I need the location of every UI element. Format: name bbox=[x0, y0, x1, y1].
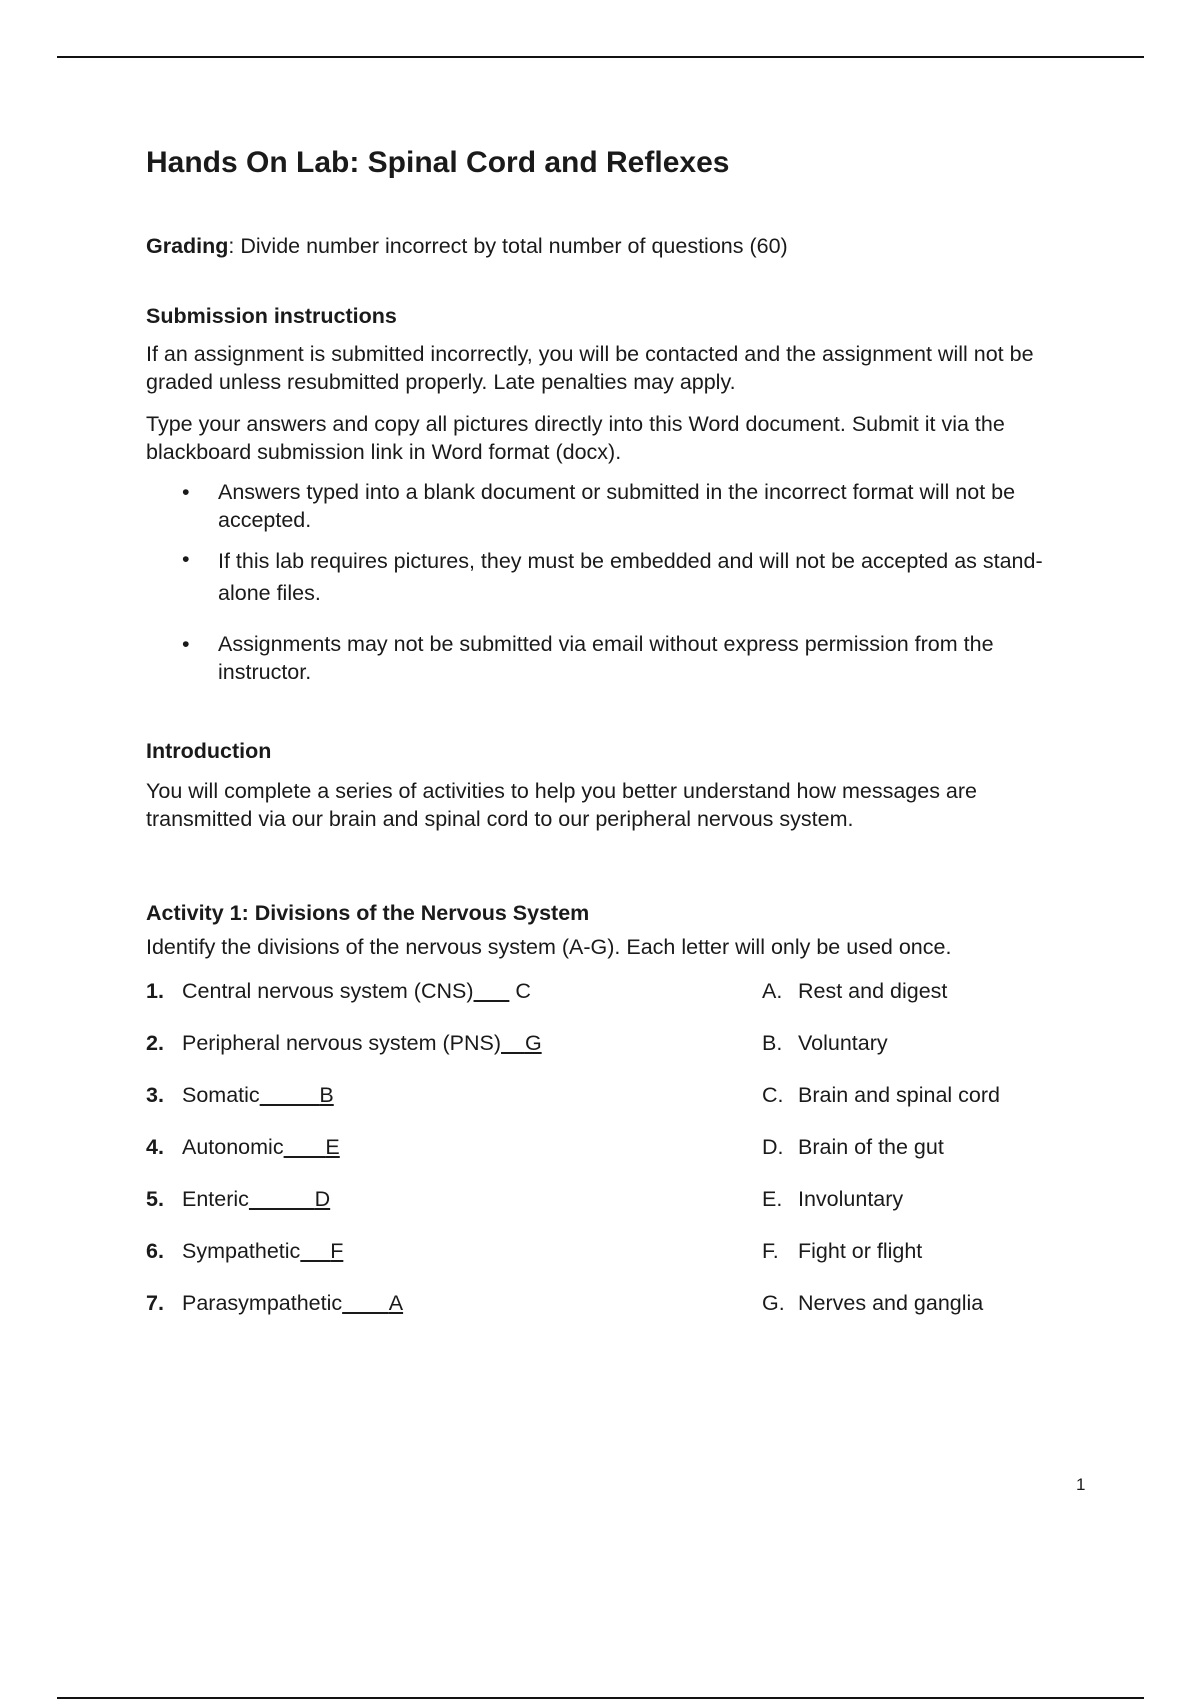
question-row bbox=[146, 977, 531, 1005]
header-rule bbox=[57, 56, 1144, 58]
option-item bbox=[762, 1081, 1000, 1109]
bullet-text: If this lab requires pictures, they must be embedded and will not be accepted as stand-alone files. bbox=[218, 549, 1043, 605]
question-text: Peripheral nervous system (PNS) bbox=[182, 1031, 502, 1055]
question-text: Sympathetic bbox=[182, 1239, 301, 1263]
option-text: Involuntary bbox=[798, 1187, 904, 1211]
question-number: 6. bbox=[146, 1239, 164, 1263]
bullet-dot-icon: • bbox=[182, 547, 190, 571]
option-text: Voluntary bbox=[798, 1031, 888, 1055]
grading-text: : Divide number incorrect by total number of questions (60) bbox=[228, 234, 788, 258]
submission-para-1: If an assignment is submitted incorrectly, you will be contacted and the assignment will not be graded unless resubmitted properly. Late penalties may apply. bbox=[146, 342, 1034, 394]
activity1-heading: Activity 1: Divisions of the Nervous System bbox=[146, 901, 590, 925]
answer-value[interactable]: E bbox=[325, 1135, 340, 1159]
question-row bbox=[146, 1289, 403, 1317]
bullet-text: Assignments may not be submitted via email without express permission from the instructor. bbox=[218, 632, 994, 684]
question-number: 5. bbox=[146, 1187, 164, 1211]
answer-value[interactable]: D bbox=[314, 1187, 331, 1211]
answer-value[interactable]: C bbox=[515, 979, 531, 1003]
option-letter: G. bbox=[762, 1291, 785, 1315]
answer-blank[interactable] bbox=[474, 979, 510, 1003]
question-row bbox=[146, 1237, 343, 1265]
bullet-text: Answers typed into a blank document or submitted in the incorrect format will not be accepted. bbox=[218, 480, 1016, 532]
answer-blank[interactable] bbox=[284, 1135, 340, 1159]
grading-line bbox=[146, 232, 788, 260]
question-text: Parasympathetic bbox=[182, 1291, 343, 1315]
answer-blank[interactable] bbox=[300, 1239, 343, 1263]
option-text: Brain and spinal cord bbox=[798, 1083, 1000, 1107]
answer-value[interactable]: A bbox=[388, 1291, 404, 1315]
page-title: Hands On Lab: Spinal Cord and Reflexes bbox=[146, 146, 730, 179]
grading-label: Grading bbox=[146, 234, 229, 258]
introduction-heading: Introduction bbox=[146, 739, 272, 763]
answer-blank[interactable] bbox=[260, 1083, 334, 1107]
question-number: 2. bbox=[146, 1031, 164, 1055]
option-text: Nerves and ganglia bbox=[798, 1291, 984, 1315]
bullet-dot-icon: • bbox=[182, 632, 190, 656]
option-letter: E. bbox=[762, 1187, 783, 1211]
option-item bbox=[762, 1185, 903, 1213]
option-letter: D. bbox=[762, 1135, 784, 1159]
option-letter: A. bbox=[762, 979, 783, 1003]
question-number: 3. bbox=[146, 1083, 164, 1107]
answer-value[interactable]: F bbox=[330, 1239, 344, 1263]
question-row bbox=[146, 1133, 340, 1161]
option-letter: B. bbox=[762, 1031, 783, 1055]
answer-blank[interactable] bbox=[501, 1031, 542, 1055]
question-row bbox=[146, 1185, 330, 1213]
question-text: Somatic bbox=[182, 1083, 260, 1107]
question-number: 7. bbox=[146, 1291, 164, 1315]
bullet-dot-icon: • bbox=[182, 480, 190, 504]
option-item bbox=[762, 977, 947, 1005]
question-text: Enteric bbox=[182, 1187, 249, 1211]
option-item bbox=[762, 1237, 922, 1265]
option-text: Fight or flight bbox=[798, 1239, 923, 1263]
introduction-text: You will complete a series of activities to help you better understand how messages are transmitted via our brain and spinal cord to our peripheral nervous system. bbox=[146, 779, 977, 831]
option-item bbox=[762, 1289, 983, 1317]
answer-value[interactable]: B bbox=[319, 1083, 334, 1107]
page-number: 1 bbox=[1076, 1475, 1086, 1494]
option-text: Brain of the gut bbox=[798, 1135, 944, 1159]
question-row bbox=[146, 1081, 334, 1109]
question-text: Autonomic bbox=[182, 1135, 284, 1159]
option-letter: F. bbox=[762, 1239, 779, 1263]
submission-para-2: Type your answers and copy all pictures directly into this Word document. Submit it via the blackboard submission link in Word format (docx). bbox=[146, 412, 1005, 464]
question-row bbox=[146, 1029, 542, 1057]
question-number: 1. bbox=[146, 979, 164, 1003]
option-item bbox=[762, 1133, 944, 1161]
question-text: Central nervous system (CNS) bbox=[182, 979, 474, 1003]
answer-blank[interactable] bbox=[249, 1187, 330, 1211]
answer-blank[interactable] bbox=[342, 1291, 403, 1315]
submission-heading: Submission instructions bbox=[146, 304, 397, 328]
answer-value[interactable]: G bbox=[524, 1031, 542, 1055]
question-number: 4. bbox=[146, 1135, 164, 1159]
option-text: Rest and digest bbox=[798, 979, 948, 1003]
option-letter: C. bbox=[762, 1083, 784, 1107]
footer-rule bbox=[57, 1697, 1144, 1699]
activity1-instructions: Identify the divisions of the nervous system (A-G). Each letter will only be used once. bbox=[146, 935, 952, 959]
option-item bbox=[762, 1029, 888, 1057]
